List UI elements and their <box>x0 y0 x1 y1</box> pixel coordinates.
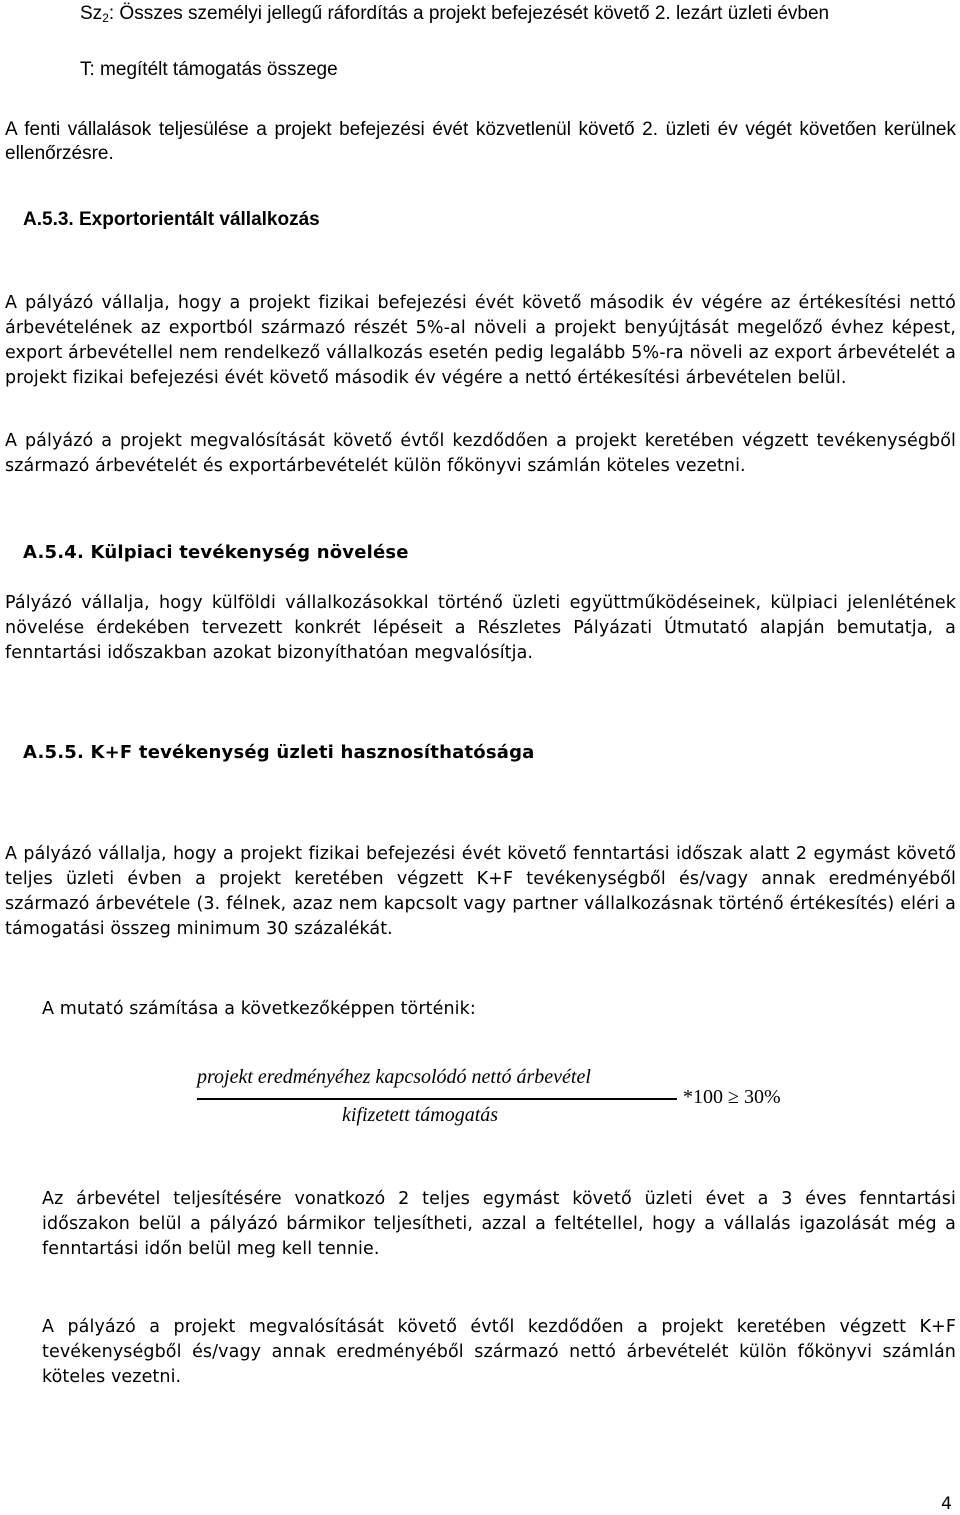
section-a53-paragraph-2: A pályázó a projekt megvalósítását követő évtől kezdődően a projekt keretében végzett tevékenységből származó árbevételét és exportárbevételét külön főkönyvi számlán köteles vezetni. <box>5 431 956 476</box>
section-a55-paragraph-3: A pályázó a projekt megvalósítását követő évtől kezdődően a projekt keretében végzett K+F tevékenységből és/vagy annak eredményéből származó nettó árbevételét külön főkönyvi számlán köteles vezetni. <box>42 1317 956 1387</box>
section-a55-paragraph-2: Az árbevétel teljesítésére vonatkozó 2 teljes egymást követő üzleti évet a 3 éves fenntartási időszakon belül a pályázó bármikor teljesítheti, azzal a feltétellel, hogy a vállalás igazolását még a fenntartási időn belül meg kell tennie. <box>42 1189 956 1259</box>
sz-symbol: Sz <box>80 3 103 24</box>
formula-threshold: *100 ≥ 30% <box>683 1086 781 1108</box>
verification-note: A fenti vállalások teljesülése a projekt befejezési évét közvetlenül követő 2. üzleti év végét követően kerülnek ellenőrzésre. <box>5 119 956 164</box>
page-number: 4 <box>941 1494 952 1514</box>
formula-numerator: projekt eredményéhez kapcsolódó nettó árbevétel <box>197 1066 591 1088</box>
fraction-bar <box>197 1098 677 1100</box>
sz2-definition <box>80 2 890 30</box>
section-a55-title: A.5.5. K+F tevékenység üzleti hasznosíthatósága <box>23 742 535 763</box>
section-a53-title: A.5.3. Exportorientált vállalkozás <box>23 209 320 230</box>
formula-denominator: kifizetett támogatás <box>342 1104 499 1126</box>
sz-definition-text: : Összes személyi jellegű ráfordítás a projekt befejezését követő 2. lezárt üzleti évben <box>108 3 830 24</box>
t-definition: T: megítélt támogatás összege <box>80 59 338 80</box>
formula-intro: A mutató számítása a következőképpen történik: <box>42 999 476 1019</box>
section-a53-paragraph-1: A pályázó vállalja, hogy a projekt fizikai befejezési évét követő második év végére az értékesítési nettó árbevételének az exportból származó részét 5%-al növeli a projekt benyújtását megelőző évhez képest, export árbevétellel nem rendelkező vállalkozás esetén pedig legalább 5%-ra növeli az export árbevételét a projekt fizikai befejezési évét követő második év végére a nettó értékesítési árbevételen belül. <box>5 293 956 388</box>
section-a55-paragraph-1: A pályázó vállalja, hogy a projekt fizikai befejezési évét követő fenntartási időszak alatt 2 egymást követő teljes üzleti évben a projekt keretében végzett K+F tevékenységből és/vagy annak eredményéből származó árbevétele (3. félnek, azaz nem kapcsolt vagy partner vállalkozásnak történő értékesítés) eléri a támogatási összeg minimum 30 százalékát. <box>5 844 956 939</box>
section-a54-title: A.5.4. Külpiaci tevékenység növelése <box>23 542 409 563</box>
section-a54-paragraph-1: Pályázó vállalja, hogy külföldi vállalkozásokkal történő üzleti együttműködéseinek, külpiaci jelenlétének növelése érdekében tervezett konkrét lépéseit a Részletes Pályázati Útmutató alapján bemutatja, a fenntartási időszakban azokat bizonyíthatóan megvalósítja. <box>5 593 956 663</box>
sz-subscript: 2 <box>102 11 109 25</box>
